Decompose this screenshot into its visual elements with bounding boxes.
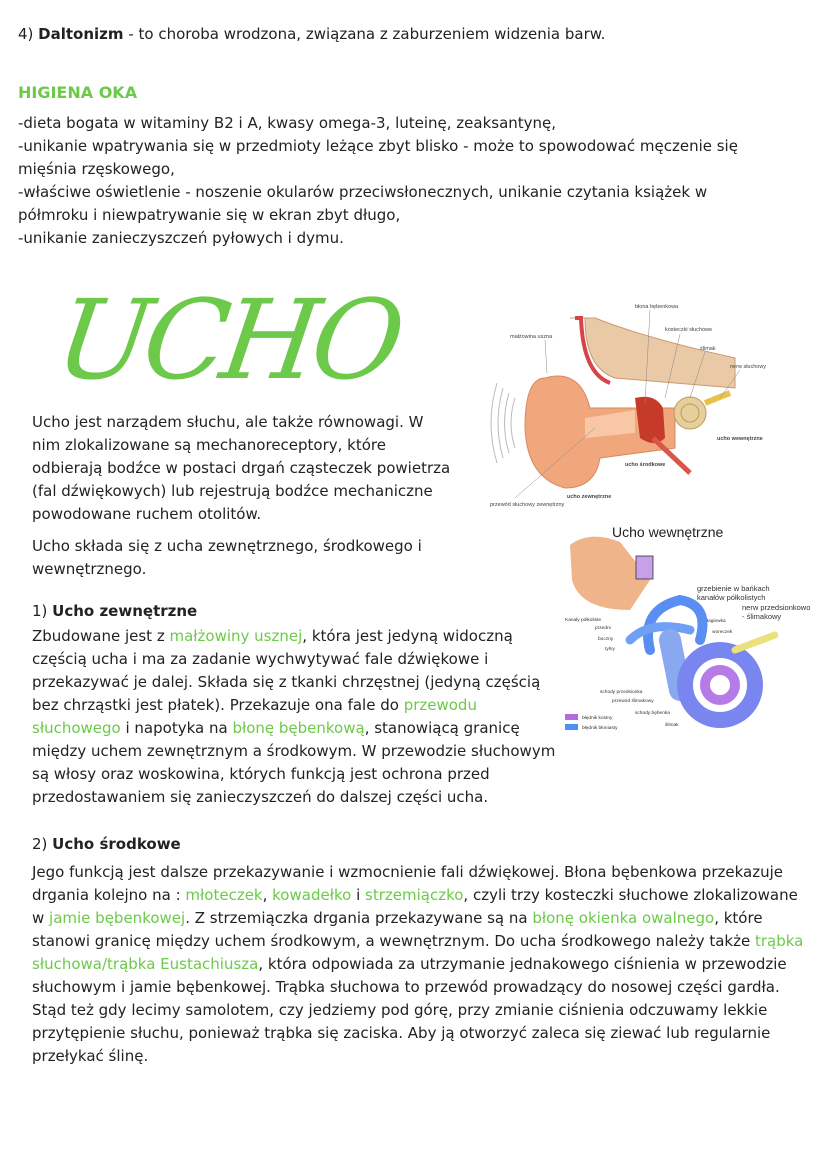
text-segment: , stanowiącą granicę między uchem zewnętrznym a środkowym. W przewodzie słuchowym są włosy oraz woskowina, których funkcją jest ochrona przed przedostawaniem się zanieczyszczeń do dalszej części ucha. xyxy=(32,719,556,806)
higiena-item: -właściwe oświetlenie - noszenie okularów przeciwsłonecznych, unikanie czytania książek w półmroku i niewpatrywanie się w ekran zbyt długo, xyxy=(18,183,708,224)
label-cochlea: ślimak xyxy=(665,723,679,728)
section-title: Ucho zewnętrzne xyxy=(52,602,198,620)
label-saccule: woreczek xyxy=(712,630,733,635)
higiena-item: -unikanie zanieczyszczeń pyłowych i dymu. xyxy=(18,229,344,247)
section-1-heading xyxy=(32,600,197,623)
highlighted-term: błonę bębenkową xyxy=(232,719,365,737)
section-title: Ucho środkowe xyxy=(52,835,181,853)
legend-bony-labyrinth: błędnik kostny xyxy=(582,716,613,721)
highlighted-term: jamie bębenkowej xyxy=(49,909,186,927)
label-ampullary-crests: grzebienie w bańkach kanałów półkolistych xyxy=(697,584,770,602)
text-segment: . Z strzemiączka drgania przekazywane są na xyxy=(185,909,533,927)
label-semicircular-canals: Kanały półkoliste xyxy=(565,618,601,623)
higiena-item: -unikanie wpatrywania się w przedmioty leżące zbyt blisko - może to spowodować męczenie się mięśnia rzęskowego, xyxy=(18,137,738,178)
label-ossicles: kosteczki słuchowe xyxy=(665,327,713,333)
text-segment: , która jest jedyną widoczną częścią ucha i ma za zadanie wychwytywać fale dźwiękowe i przekazywać je dalej. Składa się z tkanki chrzęstnej (jedyną częścią bez chrząstki jest płatek). Przekazuje ona fale do xyxy=(32,627,541,714)
label-scala-tympani: schody bębenka xyxy=(635,711,670,716)
text-segment: Zbudowane jest z xyxy=(32,627,170,645)
ucho-title: UCHO xyxy=(49,276,406,404)
higiena-item: -dieta bogata w witaminy B2 i A, kwasy omega-3, luteinę, zeaksantynę, xyxy=(18,114,557,132)
text-segment: , które stanowi granicę między uchem środkowym, a wewnętrznym. Do ucha środkowego należy także xyxy=(32,909,763,950)
label-auditory-nerve: nerw słuchowy xyxy=(730,364,767,370)
label-vestibulocochlear-nerve: nerw przedsionkowo - ślimakowy xyxy=(742,603,811,621)
label-lateral: boczny xyxy=(598,637,614,642)
label-middle-ear: ucho środkowe xyxy=(625,462,666,468)
section-2-heading xyxy=(32,833,181,856)
highlighted-term: trąbka słuchowa/trąbka Eustachiusza xyxy=(32,932,804,973)
ear-anatomy-figure xyxy=(485,298,780,518)
higiena-list xyxy=(18,112,778,250)
legend-swatch-membranous xyxy=(565,724,578,730)
label-outer-ear: ucho zewnętrzne xyxy=(567,494,612,500)
text-segment: , xyxy=(262,886,273,904)
highlighted-term: kowadełko xyxy=(272,886,352,904)
daltonizm-definition: - to choroba wrodzona, związana z zaburzeniem widzenia barw. xyxy=(123,25,606,43)
cochlea xyxy=(674,397,706,429)
inner-ear-title: Ucho wewnętrzne xyxy=(612,524,724,540)
section-2-text xyxy=(32,861,812,1068)
label-ear-canal: przewód słuchowy zewnętrzny xyxy=(490,502,565,508)
label-utricle: łagiewka xyxy=(707,619,726,624)
zoom-box xyxy=(636,556,653,579)
higiena-oka-heading: HIGIENA OKA xyxy=(18,83,138,102)
section-number: 2) xyxy=(32,835,53,853)
text-segment: i napotyka na xyxy=(120,719,233,737)
inner-ear-figure xyxy=(560,520,778,740)
label-anterior: przedni xyxy=(595,626,611,631)
label-auricle: małżowina uszna xyxy=(510,334,553,340)
highlighted-term: młoteczek xyxy=(185,886,263,904)
label-scala-vestibuli: schody przedsionka xyxy=(600,690,643,695)
label-cochlear-duct: przewód ślimakowy xyxy=(612,699,654,704)
section-number: 1) xyxy=(32,602,53,620)
label-inner-ear: ucho wewnętrzne xyxy=(717,436,763,442)
label-posterior: tylny xyxy=(605,647,615,652)
highlighted-term: małżowiny usznej xyxy=(169,627,303,645)
highlighted-term: strzemiączko xyxy=(365,886,464,904)
legend-membranous-labyrinth: błędnik błoniasty xyxy=(582,726,618,731)
highlighted-term: przewodu słuchowego xyxy=(32,696,477,737)
daltonizm-term: Daltonizm xyxy=(38,25,124,43)
text-segment: , czyli trzy kosteczki słuchowe zlokalizowane w xyxy=(32,886,798,927)
highlighted-term: błonę okienka owalnego xyxy=(532,909,715,927)
text-segment: i xyxy=(351,886,366,904)
ucho-intro: Ucho jest narządem słuchu, ale także równowagi. W nim zlokalizowane są mechanoreceptory, które odbierają bodźce w postaci drgań cząsteczek powietrza (fal dźwiękowych) lub rejestrują bodźce mechaniczne powodowane ruchem otolitów. xyxy=(32,413,451,523)
ucho-parts: Ucho składa się z ucha zewnętrznego, środkowego i wewnętrznego. xyxy=(32,537,422,578)
item-number: 4) xyxy=(18,25,39,43)
daltonizm-line xyxy=(18,23,605,46)
text-segment: Jego funkcją jest dalsze przekazywanie i wzmocnienie fali dźwiękowej. Błona bębenkowa przekazuje drgania kolejno na : xyxy=(32,863,783,904)
text-segment: , która odpowiada za utrzymanie jednakowego ciśnienia w przewodzie słuchowym i jamie bębenkowej. Trąbka słuchowa to przewód prowadzący do nosowej części gardła. Stąd też gdy lecimy samolotem, czy jedziemy pod górę, przy zmianie ciśnienia odczuwamy lekkie przytępienie słuchu, ponieważ trąbka się zaciska. Aby ją otworzyć zaleca się ziewać lub regularnie przełykać ślinę. xyxy=(32,955,787,1065)
legend-swatch-bony xyxy=(565,714,578,720)
label-cochlea: ślimak xyxy=(700,346,716,352)
sound-waves xyxy=(491,383,515,463)
section-1-text xyxy=(32,625,557,809)
label-tympanic-membrane: błona bębenkowa xyxy=(635,304,679,310)
